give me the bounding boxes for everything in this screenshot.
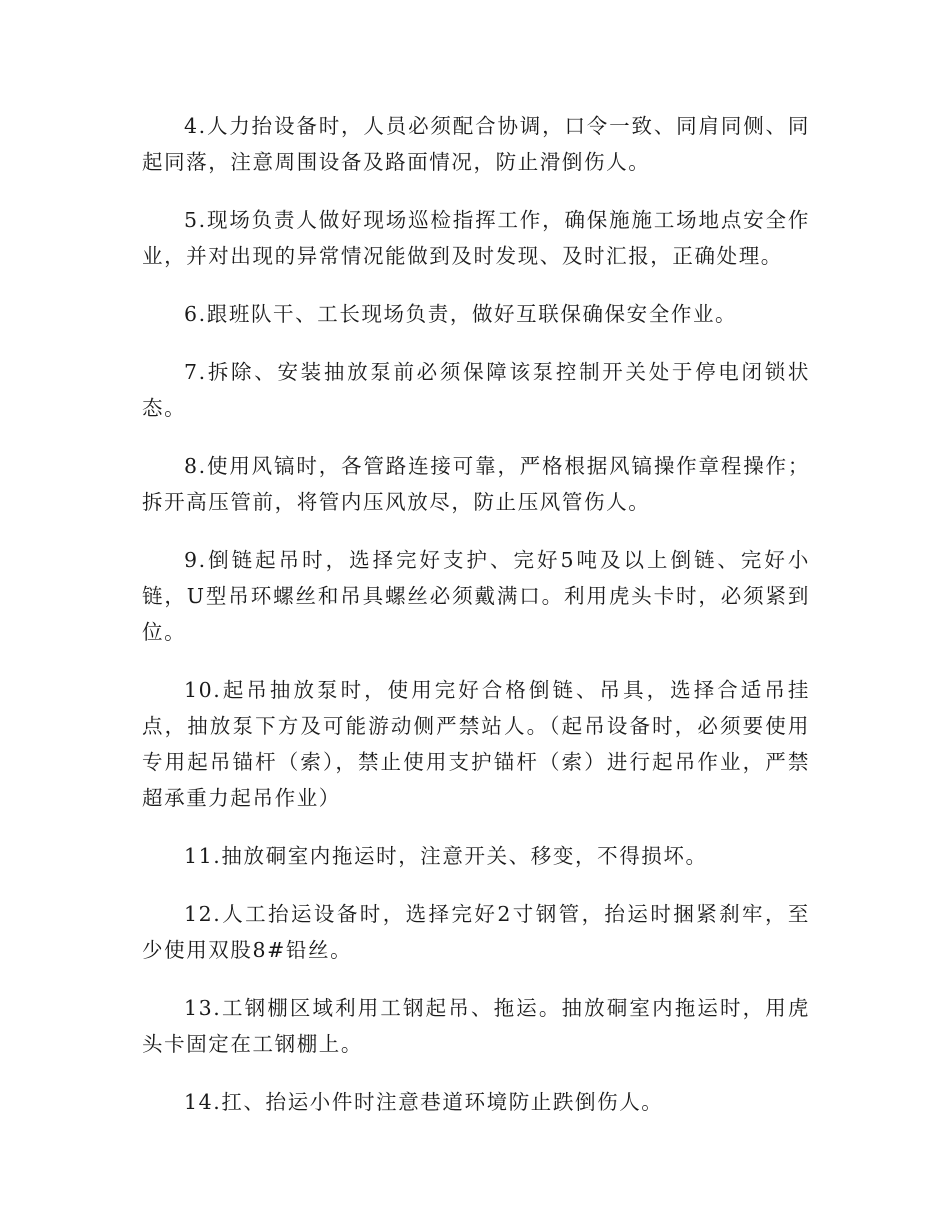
- document-body: [142, 108, 810, 1142]
- paragraph-item-6: 6.跟班队干、工长现场负责，做好互联保确保安全作业。: [184, 302, 738, 326]
- paragraph-item-9: 9.倒链起吊时，选择完好支护、完好5吨及以上倒链、完好小链，U型吊环螺丝和吊具螺丝必须戴满口。利用虎头卡时，必须紧到位。: [142, 548, 810, 644]
- paragraph-item-5: 5.现场负责人做好现场巡检指挥工作，确保施施工场地点安全作业，并对出现的异常情况能做到及时发现、及时汇报，正确处理。: [142, 208, 810, 268]
- paragraph-item-10: 10.起吊抽放泵时，使用完好合格倒链、吊具，选择合适吊挂点，抽放泵下方及可能游动侧严禁站人。（起吊设备时，必须要使用专用起吊锚杆（索），禁止使用支护锚杆（索）进行起吊作业，严禁超承重力起吊作业）: [142, 678, 810, 810]
- paragraph-item-7: 7.拆除、安装抽放泵前必须保障该泵控制开关处于停电闭锁状态。: [142, 360, 810, 420]
- paragraph-item-14: 14.扛、抬运小件时注意巷道环境防止跌倒伤人。: [184, 1090, 664, 1114]
- paragraph-item-4: 4.人力抬设备时，人员必须配合协调，口令一致、同肩同侧、同起同落，注意周围设备及路面情况，防止滑倒伤人。: [142, 114, 810, 174]
- paragraph-item-13: 13.工钢棚区域利用工钢起吊、拖运。抽放硐室内拖运时，用虎头卡固定在工钢棚上。: [142, 996, 810, 1056]
- paragraph-item-12: 12.人工抬运设备时，选择完好2寸钢管，抬运时捆紧刹牢，至少使用双股8#铅丝。: [142, 902, 810, 962]
- paragraph-item-8: 8.使用风镐时，各管路连接可靠，严格根据风镐操作章程操作；拆开高压管前，将管内压风放尽，防止压风管伤人。: [142, 454, 810, 514]
- paragraph-item-11: 11.抽放硐室内拖运时，注意开关、移变，不得损坏。: [184, 844, 708, 868]
